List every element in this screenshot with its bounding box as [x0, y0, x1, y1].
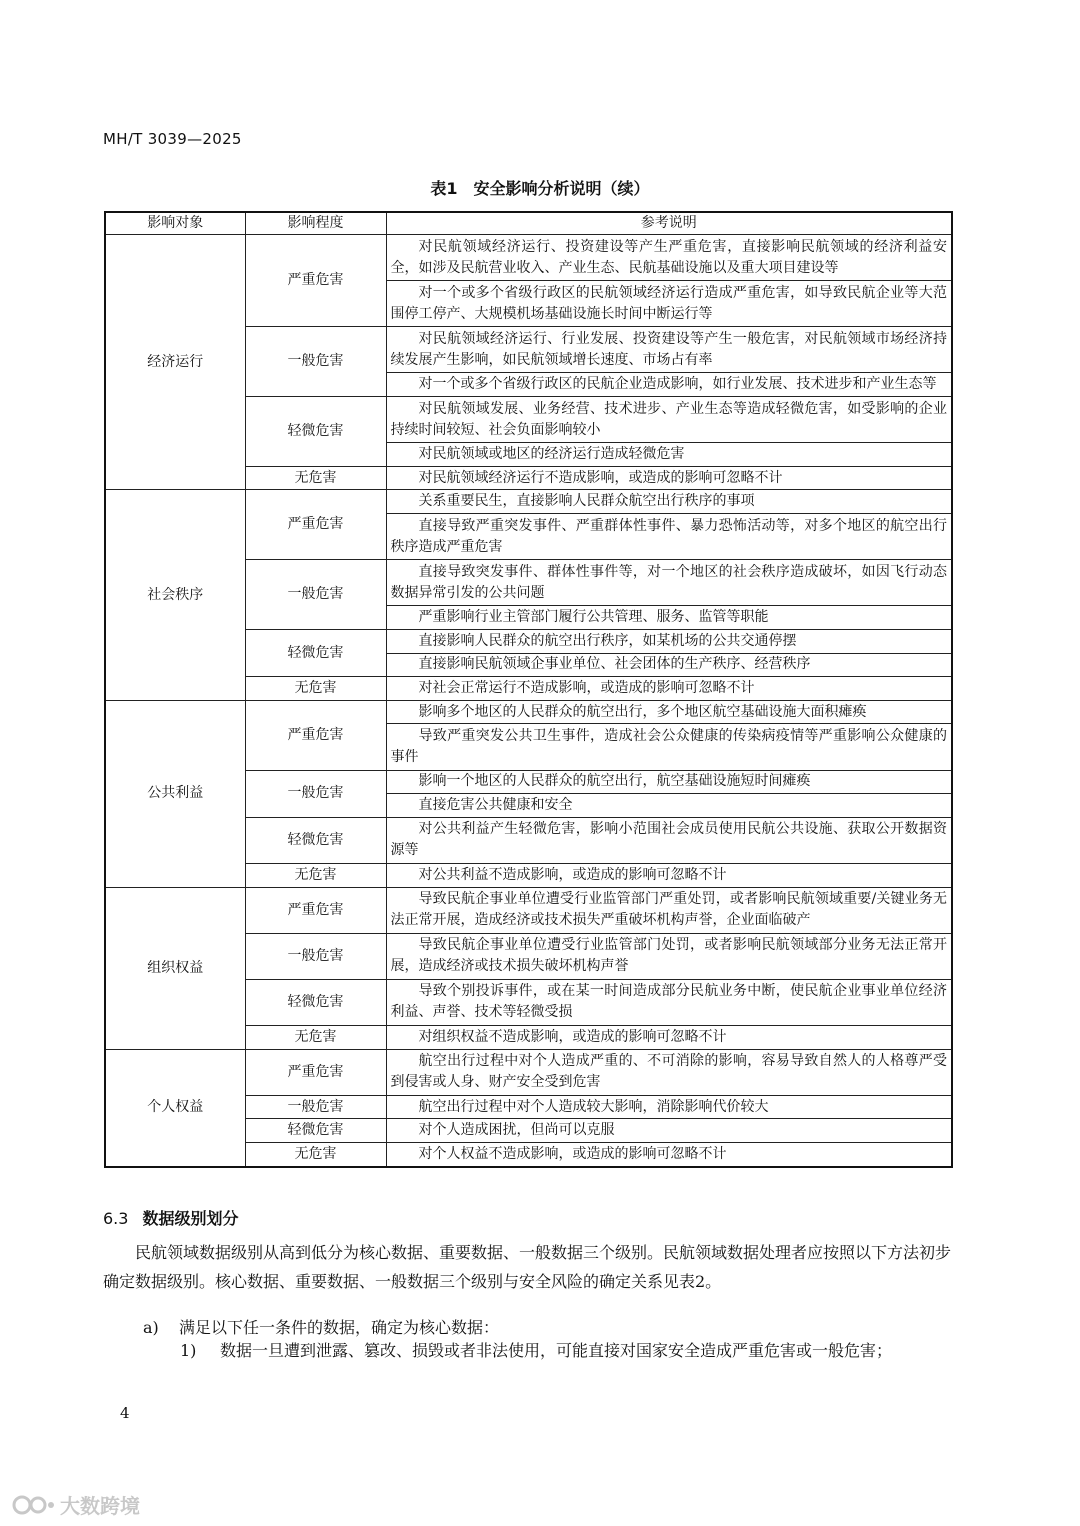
impact-level-cell: 轻微危害 [245, 397, 386, 467]
list-text-a: 满足以下任一条件的数据，确定为核心数据： [179, 1318, 500, 1337]
section-paragraph: 民航领域数据级别从高到低分为核心数据、重要数据、一般数据三个级别。民航领域数据处理者应按照以下方法初步确定数据级别。核心数据、重要数据、一般数据三个级别与安全风险的确定关系见表2。 [103, 1243, 952, 1291]
impact-object-cell: 经济运行 [105, 235, 245, 490]
impact-description-cell: 对民航领域经济运行、行业发展、投资建设等产生一般危害，对民航领域市场经济持续发展产生影响，如民航领域增长速度、市场占有率 [386, 327, 952, 373]
impact-description-cell: 导致个别投诉事件，或在某一时间造成部分民航业务中断，使民航企业事业单位经济利益、声誉、技术等轻微受损 [386, 979, 952, 1025]
table-row [105, 1049, 952, 1095]
impact-level-cell: 严重危害 [245, 490, 386, 560]
impact-description-cell: 直接影响人民群众的航空出行秩序，如某机场的公共交通停摆 [386, 629, 952, 653]
document-code: MH/T 3039—2025 [103, 130, 242, 148]
impact-level-cell: 无危害 [245, 863, 386, 887]
impact-description-cell: 对个人造成困扰，但尚可以克服 [386, 1119, 952, 1143]
impact-description-cell: 对民航领域经济运行、投资建设等产生严重危害，直接影响民航领域的经济利益安全，如涉及民航营业收入、产业生态、民航基础设施以及重大项目建设等 [386, 235, 952, 281]
impact-level-cell: 一般危害 [245, 560, 386, 630]
table-header-row [105, 212, 952, 235]
section-heading [103, 1206, 238, 1229]
table-row [105, 235, 952, 281]
section-number: 6.3 [103, 1209, 129, 1228]
column-header-level: 影响程度 [245, 212, 386, 235]
impact-level-cell: 一般危害 [245, 1095, 386, 1119]
impact-level-cell: 轻微危害 [245, 817, 386, 863]
impact-description-cell: 对组织权益不造成影响，或造成的影响可忽略不计 [386, 1026, 952, 1050]
impact-description-cell: 对一个或多个省级行政区的民航企业造成影响，如行业发展、技术进步和产业生态等 [386, 373, 952, 397]
list-item-1 [180, 1337, 951, 1365]
impact-description-cell: 对民航领域发展、业务经营、技术进步、产业生态等造成轻微危害，如受影响的企业持续时间较短、社会负面影响较小 [386, 397, 952, 443]
impact-object-cell: 公共利益 [105, 700, 245, 887]
impact-description-cell: 航空出行过程中对个人造成较大影响，消除影响代价较大 [386, 1095, 952, 1119]
impact-level-cell: 严重危害 [245, 700, 386, 770]
table-caption: 表1 安全影响分析说明（续） [430, 179, 650, 198]
impact-description-cell: 对一个或多个省级行政区的民航领域经济运行造成严重危害，如导致民航企业等大范围停工停产、大规模机场基础设施长时间中断运行等 [386, 281, 952, 327]
impact-description-cell: 对公共利益产生轻微危害，影响小范围社会成员使用民航公共设施、获取公开数据资源等 [386, 817, 952, 863]
impact-description-cell: 直接危害公共健康和安全 [386, 794, 952, 818]
impact-description-cell: 导致严重突发公共卫生事件，造成社会公众健康的传染病疫情等严重影响公众健康的事件 [386, 724, 952, 770]
list-marker-a: a) [143, 1318, 159, 1337]
impact-level-cell: 无危害 [245, 1026, 386, 1050]
impact-level-cell: 无危害 [245, 677, 386, 701]
brand-logo-icon [12, 1494, 56, 1516]
impact-level-cell: 一般危害 [245, 327, 386, 397]
section-title: 数据级别划分 [142, 1209, 239, 1228]
impact-level-cell: 轻微危害 [245, 629, 386, 676]
impact-level-cell: 严重危害 [245, 887, 386, 933]
impact-description-cell: 对民航领域经济运行不造成影响，或造成的影响可忽略不计 [386, 466, 952, 490]
impact-level-cell: 严重危害 [245, 235, 386, 327]
impact-description-cell: 对民航领域或地区的经济运行造成轻微危害 [386, 443, 952, 467]
impact-description-cell: 对社会正常运行不造成影响，或造成的影响可忽略不计 [386, 677, 952, 701]
impact-description-cell: 对公共利益不造成影响，或造成的影响可忽略不计 [386, 863, 952, 887]
table-row [105, 700, 952, 724]
impact-description-cell: 关系重要民生，直接影响人民群众航空出行秩序的事项 [386, 490, 952, 514]
security-impact-table [104, 211, 953, 1168]
watermark-text: 大数跨境 [60, 1494, 140, 1518]
impact-description-cell: 影响多个地区的人民群众的航空出行，多个地区航空基础设施大面积瘫痪 [386, 700, 952, 724]
impact-description-cell: 严重影响行业主管部门履行公共管理、服务、监管等职能 [386, 606, 952, 630]
impact-level-cell: 无危害 [245, 1143, 386, 1167]
impact-description-cell: 导致民航企事业单位遭受行业监管部门处罚，或者影响民航领域部分业务无法正常开展，造成经济或技术损失破坏机构声誉 [386, 933, 952, 979]
impact-level-cell: 一般危害 [245, 770, 386, 817]
impact-level-cell: 严重危害 [245, 1049, 386, 1095]
table-row [105, 490, 952, 514]
column-header-description: 参考说明 [386, 212, 952, 235]
impact-description-cell: 直接导致严重突发事件、严重群体性事件、暴力恐怖活动等，对多个地区的航空出行秩序造成严重危害 [386, 514, 952, 560]
column-header-object: 影响对象 [105, 212, 245, 235]
impact-description-cell: 直接影响民航领域企事业单位、社会团体的生产秩序、经营秩序 [386, 653, 952, 677]
impact-level-cell: 轻微危害 [245, 979, 386, 1025]
impact-object-cell: 组织权益 [105, 887, 245, 1049]
impact-description-cell: 对个人权益不造成影响，或造成的影响可忽略不计 [386, 1143, 952, 1167]
impact-level-cell: 轻微危害 [245, 1119, 386, 1143]
page-number: 4 [120, 1404, 130, 1422]
impact-description-cell: 影响一个地区的人民群众的航空出行，航空基础设施短时间瘫痪 [386, 770, 952, 794]
impact-level-cell: 一般危害 [245, 933, 386, 979]
list-marker-1: 1) [180, 1341, 197, 1360]
impact-description-cell: 导致民航企事业单位遭受行业监管部门严重处罚，或者影响民航领域重要/关键业务无法正常开展，造成经济或技术损失严重破坏机构声誉，企业面临破产 [386, 887, 952, 933]
watermark [12, 1490, 140, 1519]
list-text-1: 数据一旦遭到泄露、篡改、损毁或者非法使用，可能直接对国家安全造成严重危害或一般危害； [220, 1341, 893, 1360]
impact-description-cell: 直接导致突发事件、群体性事件等，对一个地区的社会秩序造成破坏，如因飞行动态数据异常引发的公共问题 [386, 560, 952, 606]
impact-level-cell: 无危害 [245, 466, 386, 490]
impact-object-cell: 社会秩序 [105, 490, 245, 700]
table-row [105, 887, 952, 933]
impact-object-cell: 个人权益 [105, 1049, 245, 1167]
impact-description-cell: 航空出行过程中对个人造成严重的、不可消除的影响，容易导致自然人的人格尊严受到侵害或人身、财产安全受到危害 [386, 1049, 952, 1095]
